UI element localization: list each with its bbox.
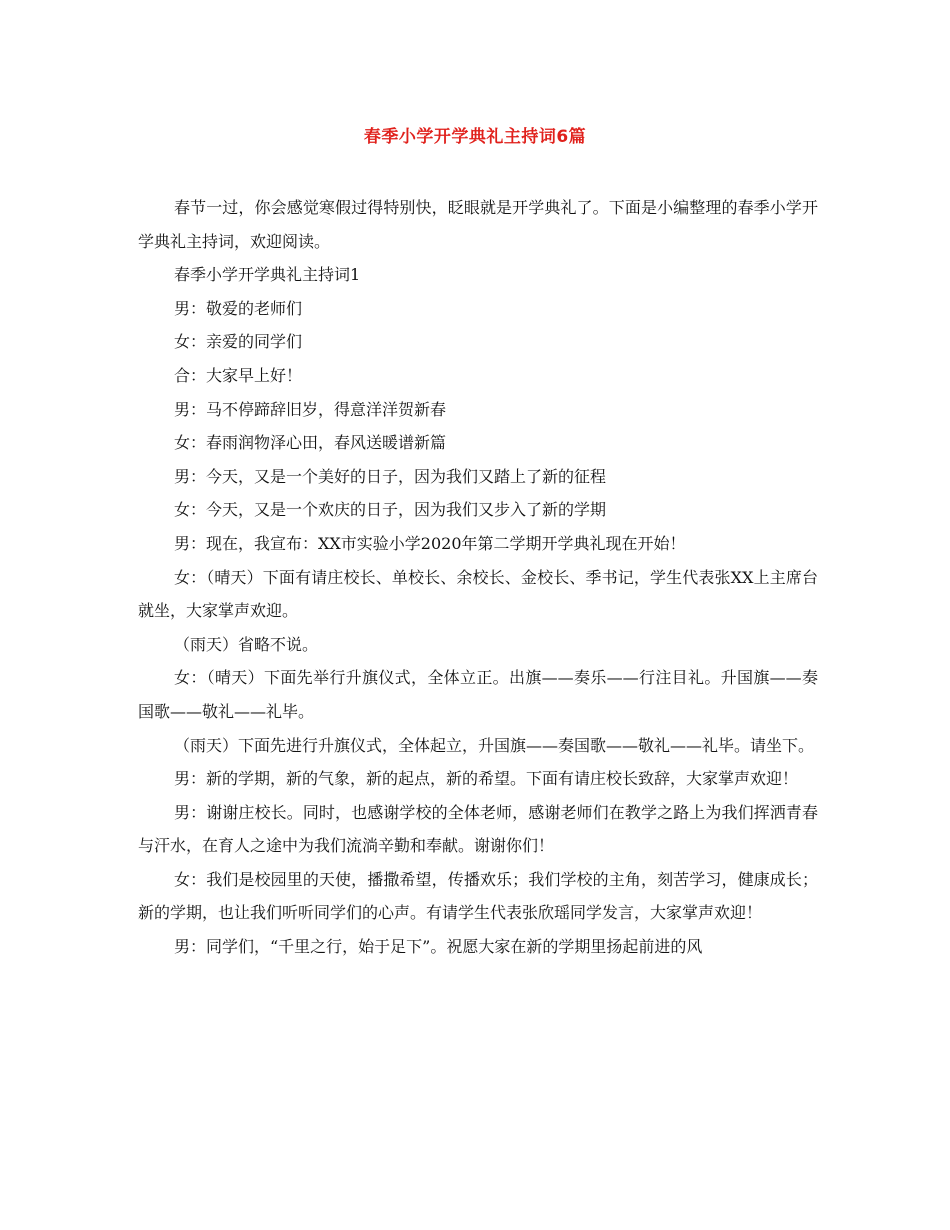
- paragraph: 男：谢谢庄校长。同时，也感谢学校的全体老师，感谢老师们在教学之路上为我们挥洒青春与汗水，在育人之途中为我们流淌辛勤和奉献。谢谢你们！: [138, 802, 818, 856]
- paragraph: 男：今天，又是一个美好的日子，因为我们又踏上了新的征程: [174, 466, 607, 486]
- paragraph: 男：马不停蹄辞旧岁，得意洋洋贺新春: [174, 399, 447, 419]
- paragraph: 女：（晴天）下面有请庄校长、单校长、余校长、金校长、季书记，学生代表张XX上主席台就坐，大家掌声欢迎。: [138, 567, 818, 621]
- paragraph: 女：春雨润物泽心田，春风送暖谱新篇: [174, 433, 447, 453]
- paragraph: 合：大家早上好！: [174, 365, 303, 385]
- paragraph: 女：我们是校园里的天使，播撒希望，传播欢乐；我们学校的主角，刻苦学习，健康成长；新的学期，也让我们听听同学们的心声。有请学生代表张欣瑶同学发言，大家掌声欢迎！: [138, 869, 818, 923]
- paragraph: （雨天）省略不说。: [174, 634, 319, 654]
- document-title: 春季小学开学典礼主持词6篇: [363, 127, 587, 147]
- paragraph: 春节一过，你会感觉寒假过得特别快，眨眼就是开学典礼了。下面是小编整理的春季小学开学典礼主持词，欢迎阅读。: [138, 198, 818, 251]
- document-body: [138, 191, 818, 964]
- paragraph: 男：敬爱的老师们: [174, 298, 303, 318]
- paragraph: 女：今天，又是一个欢庆的日子，因为我们又步入了新的学期: [174, 500, 607, 520]
- section-heading: 春季小学开学典礼主持词1: [174, 265, 361, 285]
- paragraph: （雨天）下面先进行升旗仪式，全体起立，升国旗——奏国歌——敬礼——礼毕。请坐下。: [174, 735, 815, 755]
- paragraph: 男：现在，我宣布：XX市实验小学2020年第二学期开学典礼现在开始！: [174, 533, 686, 553]
- paragraph: 男：新的学期，新的气象，新的起点，新的希望。下面有请庄校长致辞，大家掌声欢迎！: [174, 769, 799, 789]
- paragraph: 女：亲爱的同学们: [174, 332, 303, 352]
- paragraph: 男：同学们，“千里之行，始于足下”。祝愿大家在新的学期里扬起前进的风: [174, 937, 703, 957]
- paragraph: 女：（晴天）下面先举行升旗仪式，全体立正。出旗——奏乐——行注目礼。升国旗——奏国歌——敬礼——礼毕。: [138, 668, 818, 721]
